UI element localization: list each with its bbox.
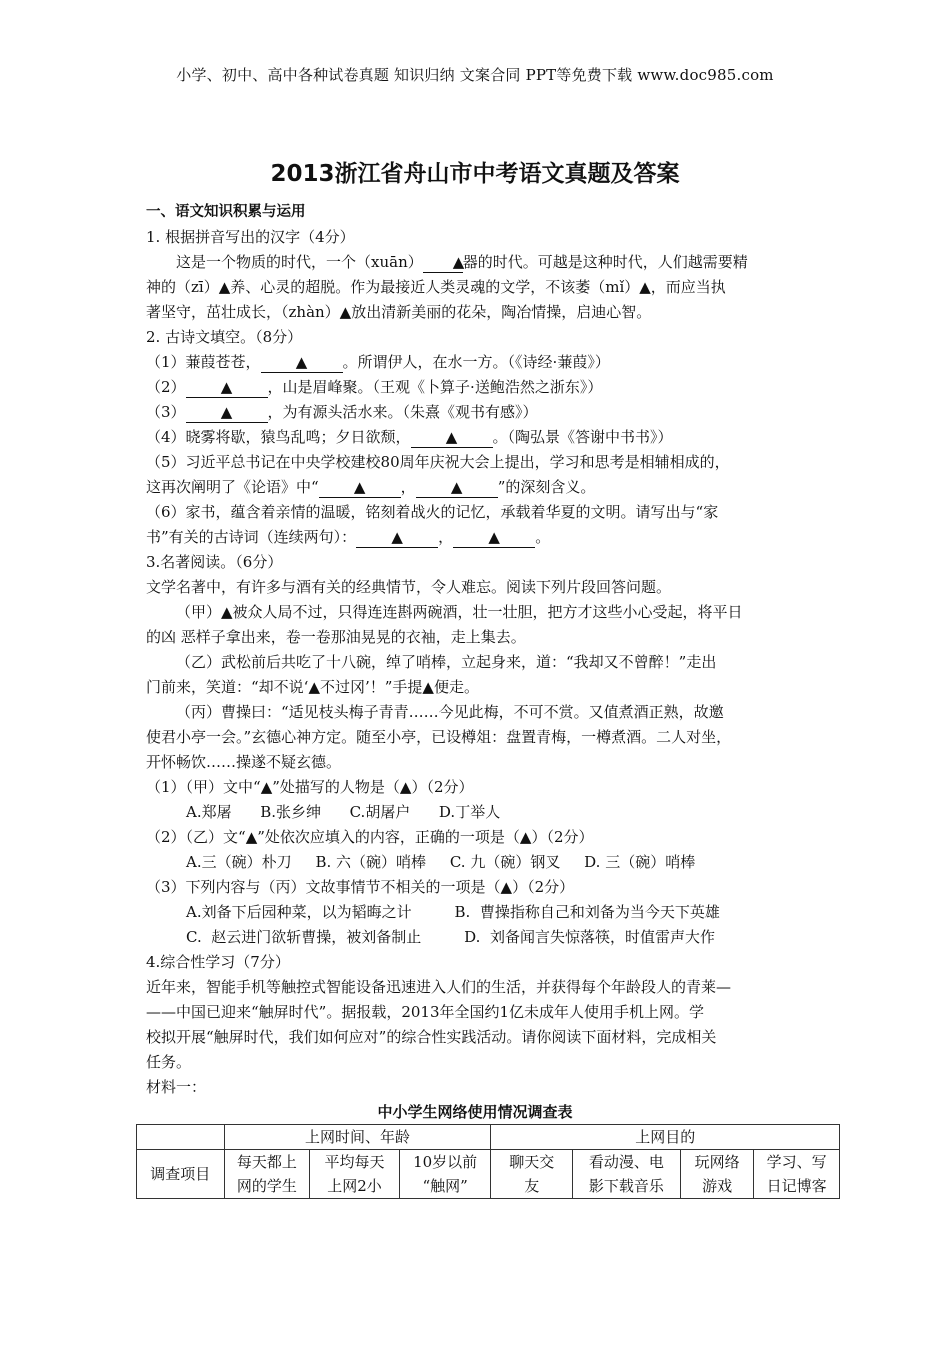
table-row — [137, 1150, 840, 1199]
page-header: 小学、初中、高中各种试卷真题 知识归纳 文案合同 PPT等免费下载 www.doc985.com — [176, 66, 774, 84]
excerpt-yi: 门前来，笑道：“却不说‘▲不过冈’！”手提▲便走。 — [146, 678, 479, 696]
poem-item: （1）蒹葭苍苍， ▲ 。所谓伊人，在水一方。（《诗经·蒹葭》） — [146, 353, 610, 371]
question-3-heading: 3.名著阅读。（6分） — [146, 553, 283, 571]
table-cell: 10岁以前 “触网” — [399, 1150, 491, 1199]
poem-item: （4）晓雾将歇，猿鸟乱鸣；夕日欲颓， ▲ 。（陶弘景《答谢中书书》） — [146, 428, 673, 446]
answer-blank[interactable]: ▲ — [416, 477, 498, 498]
sub-question-3-options: A.刘备下后园种菜，以为韬晦之计 B. 曹操指称自己和刘备为当今天下英雄 — [186, 903, 720, 921]
answer-blank[interactable]: ▲ — [453, 527, 535, 548]
answer-blank[interactable]: ▲ — [356, 527, 438, 548]
sub-question-2-options: A.三（碗）朴刀 B. 六（碗）哨棒 C. 九（碗）钢叉 D. 三（碗）哨棒 — [186, 853, 696, 871]
table-group-header: 上网时间、年龄 — [224, 1125, 491, 1150]
question-1-line: 这是一个物质的时代，一个（xuān） ▲器的时代。可越是这种时代，人们越需要精 — [176, 253, 748, 271]
sub-question-1: （1）（甲）文中“▲”处描写的人物是（▲）（2分） — [146, 778, 474, 796]
answer-blank[interactable]: ▲ — [186, 402, 268, 423]
table-title: 中小学生网络使用情况调查表 — [377, 1103, 573, 1121]
answer-blank[interactable]: ▲ — [261, 352, 343, 373]
sub-question-1-options: A.郑屠 B.张乡绅 C.胡屠户 D.丁举人 — [186, 803, 501, 821]
sub-question-3-options: C. 赵云进门欲斩曹操，被刘备制止 D. 刘备闻言失惊落筷，时值雷声大作 — [186, 928, 715, 946]
table-group-header: 上网目的 — [491, 1125, 840, 1150]
question-3-intro: 文学名著中，有许多与酒有关的经典情节，令人难忘。阅读下列片段回答问题。 — [146, 578, 672, 596]
table-header-row — [137, 1125, 840, 1150]
table-row-header: 调查项目 — [137, 1150, 225, 1199]
excerpt-bing: 使君小亭一会。”玄德心神方定。随至小亭，已设樽俎：盘置青梅，一樽煮酒。二人对坐， — [146, 728, 732, 746]
table-cell: 聊天交 友 — [491, 1150, 573, 1199]
answer-blank[interactable]: ▲ — [411, 427, 493, 448]
question-4-text: ——中国已迎来“触屏时代”。据报载，2013年全国约1亿未成年人使用手机上网。学 — [146, 1003, 705, 1021]
answer-blank[interactable]: ▲ — [423, 252, 463, 273]
answer-blank[interactable]: ▲ — [186, 377, 268, 398]
question-4-text: 校拟开展“触屏时代，我们如何应对”的综合性实践活动。请你阅读下面材料，完成相关 — [146, 1028, 717, 1046]
poem-item: （2） ▲ ，山是眉峰聚。（王观《卜算子·送鲍浩然之浙东》） — [146, 378, 603, 396]
table-cell — [137, 1125, 225, 1150]
question-4-text: 近年来，智能手机等触控式智能设备迅速进入人们的生活，并获得每个年龄段人的青莱— — [146, 978, 732, 996]
question-2-heading: 2. 古诗文填空。（8分） — [146, 328, 303, 346]
section-heading: 一、语文知识积累与运用 — [146, 204, 306, 220]
table-cell: 玩网络 游戏 — [680, 1150, 754, 1199]
question-4-heading: 4.综合性学习（7分） — [146, 953, 290, 971]
question-1-heading: 1. 根据拼音写出的汉字（4分） — [146, 228, 355, 246]
poem-item: （6）家书，蕴含着亲情的温暖，铭刻着战火的记忆，承载着华夏的文明。请写出与“家 — [146, 503, 719, 521]
exam-content — [146, 200, 814, 1100]
poem-item: （3） ▲ ，为有源头活水来。（朱熹《观书有感》） — [146, 403, 538, 421]
answer-blank[interactable]: ▲ — [319, 477, 401, 498]
question-4-text: 任务。 — [146, 1053, 192, 1071]
table-cell: 平均每天 上网2小 — [310, 1150, 400, 1199]
question-1-line: 神的（zī）▲养、心灵的超脱。作为最接近人类灵魂的文学，不该萎（mǐ）▲，而应当执 — [146, 278, 726, 296]
table-cell: 每天都上 网的学生 — [224, 1150, 310, 1199]
page-title: 2013浙江省舟山市中考语文真题及答案 — [270, 161, 680, 187]
poem-item: 这再次阐明了《论语》中“ ▲ ， ▲ ”的深刻含义。 — [146, 478, 596, 496]
excerpt-yi: （乙）武松前后共吃了十八碗，绰了哨棒，立起身来，道：“我却又不曾醉！”走出 — [176, 653, 717, 671]
excerpt-jia: 的凶 恶样子拿出来，卷一卷那油晃晃的衣袖，走上集去。 — [146, 628, 526, 646]
excerpt-bing: 开怀畅饮……操遂不疑玄德。 — [146, 753, 342, 771]
excerpt-bing: （丙）曹操曰：“适见枝头梅子青青……今见此梅，不可不赏。又值煮酒正熟，故邀 — [176, 703, 724, 721]
survey-table — [136, 1124, 840, 1199]
excerpt-jia: （甲）▲被众人局不过，只得连连斟两碗酒，壮一壮胆，把方才这些小心受起，将平日 — [176, 603, 743, 621]
poem-item: 书”有关的古诗词（连续两句）： ▲ ， ▲ 。 — [146, 528, 551, 546]
sub-question-2: （2）（乙）文“▲”处依次应填入的内容，正确的一项是（▲）（2分） — [146, 828, 594, 846]
sub-question-3: （3）下列内容与（丙）文故事情节不相关的一项是（▲）（2分） — [146, 878, 575, 896]
poem-item: （5）习近平总书记在中央学校建校80周年庆祝大会上提出，学习和思考是相辅相成的， — [146, 453, 730, 471]
table-cell: 学习、写 日记博客 — [754, 1150, 840, 1199]
question-1-line: 著坚守，茁壮成长，（zhàn）▲放出清新美丽的花朵，陶冶情操，启迪心智。 — [146, 303, 652, 321]
table-cell: 看动漫、电 影下载音乐 — [573, 1150, 681, 1199]
material-label: 材料一： — [146, 1078, 207, 1096]
